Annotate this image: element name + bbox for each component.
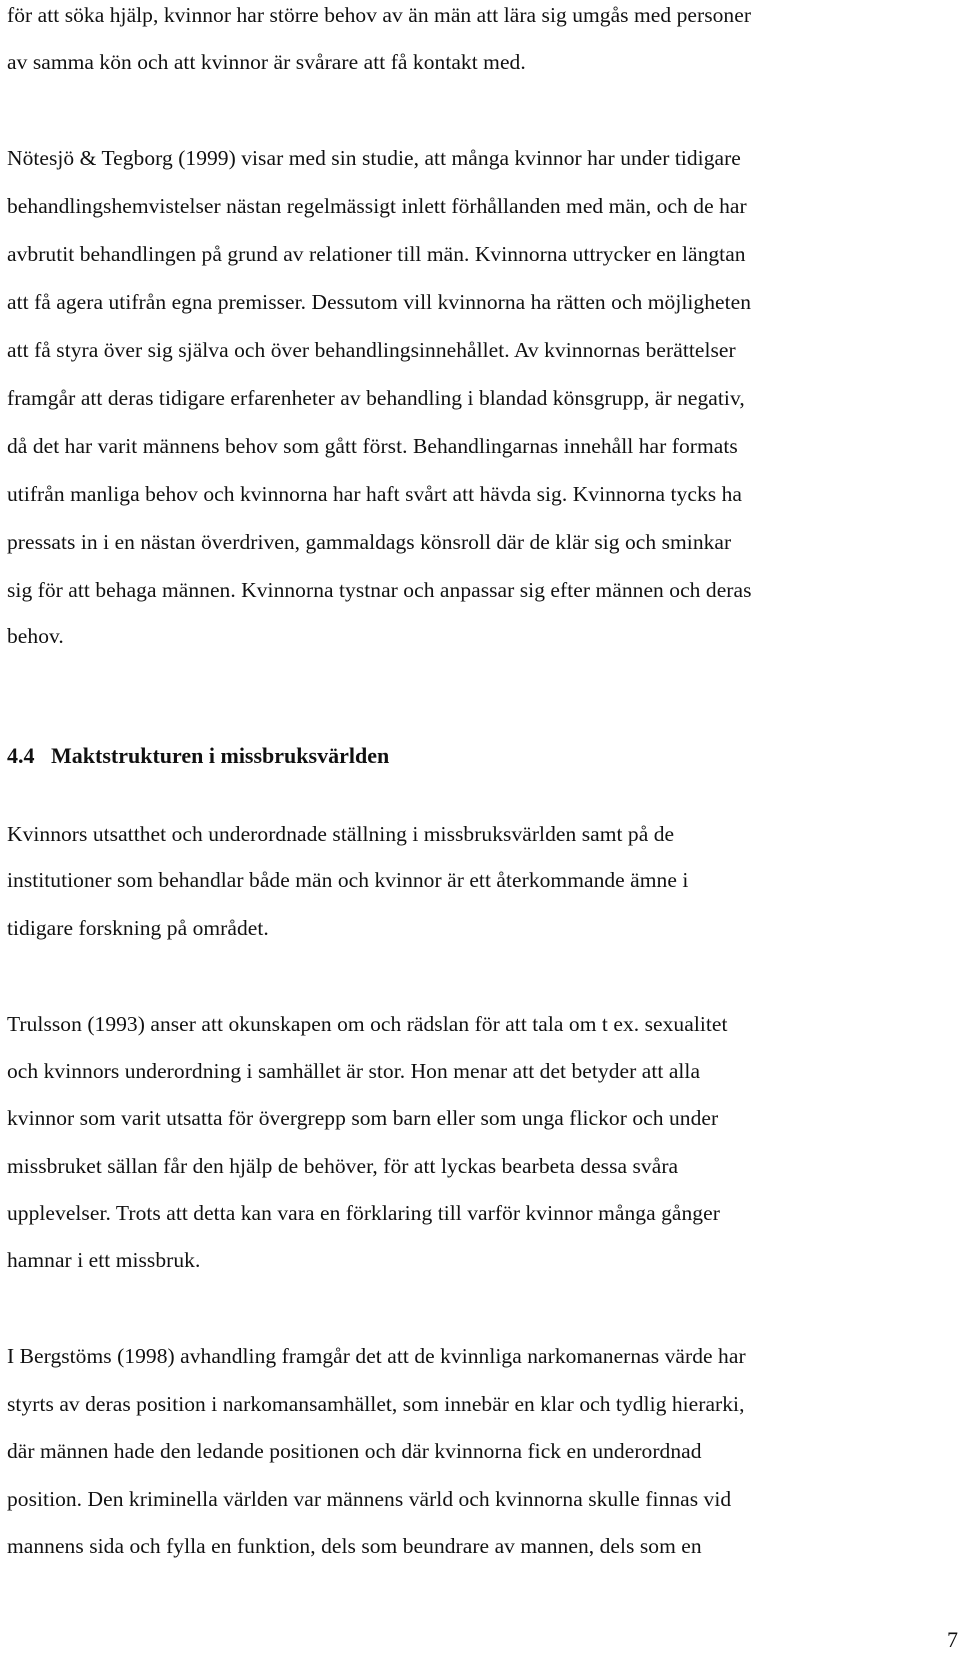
paragraph-5-line-4: position. Den kriminella världen var männens värld och kvinnorna skulle finnas vid [7,1487,732,1511]
paragraph-2-line-3: avbrutit behandlingen på grund av relationer till män. Kvinnorna uttrycker en längtan [7,242,746,266]
paragraph-2-line-11: behov. [7,624,64,648]
paragraph-4-line-6: hamnar i ett missbruk. [7,1248,201,1272]
section-number: 4.4 [7,743,35,768]
paragraph-2-line-7: då det har varit männens behov som gått först. Behandlingarnas innehåll har formats [7,434,738,458]
paragraph-5-line-3: där männen hade den ledande positionen och där kvinnorna fick en underordnad [7,1439,702,1463]
paragraph-3-line-3: tidigare forskning på området. [7,916,269,940]
paragraph-2-line-10: sig för att behaga männen. Kvinnorna tystnar och anpassar sig efter männen och deras [7,578,752,602]
paragraph-2-line-9: pressats in i en nästan överdriven, gammaldags könsroll där de klär sig och sminkar [7,530,732,554]
paragraph-4-line-1: Trulsson (1993) anser att okunskapen om och rädslan för att tala om t ex. sexualitet [7,1012,728,1036]
paragraph-2-line-5: att få styra över sig själva och över behandlingsinnehållet. Av kvinnornas berättelser [7,338,736,362]
paragraph-2-line-2: behandlingshemvistelser nästan regelmässigt inlett förhållanden med män, och de har [7,194,747,218]
paragraph-3-line-1: Kvinnors utsatthet och underordnade ställning i missbruksvärlden samt på de [7,822,675,846]
paragraph-1-line-2: av samma kön och att kvinnor är svårare att få kontakt med. [7,50,526,74]
section-heading [7,742,389,770]
paragraph-2-line-1: Nötesjö & Tegborg (1999) visar med sin studie, att många kvinnor har under tidigare [7,146,741,170]
section-title: Maktstrukturen i missbruksvärlden [51,743,390,768]
paragraph-4-line-5: upplevelser. Trots att detta kan vara en förklaring till varför kvinnor många gånger [7,1201,720,1225]
paragraph-5-line-5: mannens sida och fylla en funktion, dels som beundrare av mannen, dels som en [7,1534,702,1558]
paragraph-5-line-2: styrts av deras position i narkomansamhället, som innebär en klar och tydlig hierarki, [7,1392,745,1416]
paragraph-3-line-2: institutioner som behandlar både män och kvinnor är ett återkommande ämne i [7,868,689,892]
paragraph-5-line-1: I Bergstöms (1998) avhandling framgår det att de kvinnliga narkomanernas värde har [7,1344,746,1368]
paragraph-4-line-2: och kvinnors underordning i samhället är stor. Hon menar att det betyder att alla [7,1059,701,1083]
paragraph-4-line-4: missbruket sällan får den hjälp de behöver, för att lyckas bearbeta dessa svåra [7,1154,679,1178]
paragraph-2-line-8: utifrån manliga behov och kvinnorna har haft svårt att hävda sig. Kvinnorna tycks ha [7,482,742,506]
page-number: 7 [947,1627,958,1652]
paragraph-4-line-3: kvinnor som varit utsatta för övergrepp som barn eller som unga flickor och under [7,1106,719,1130]
paragraph-1-line-1: för att söka hjälp, kvinnor har större behov av än män att lära sig umgås med personer [7,3,752,27]
paragraph-2-line-6: framgår att deras tidigare erfarenheter av behandling i blandad könsgrupp, är negativ, [7,386,745,410]
paragraph-2-line-4: att få agera utifrån egna premisser. Dessutom vill kvinnorna ha rätten och möjligheten [7,290,752,314]
